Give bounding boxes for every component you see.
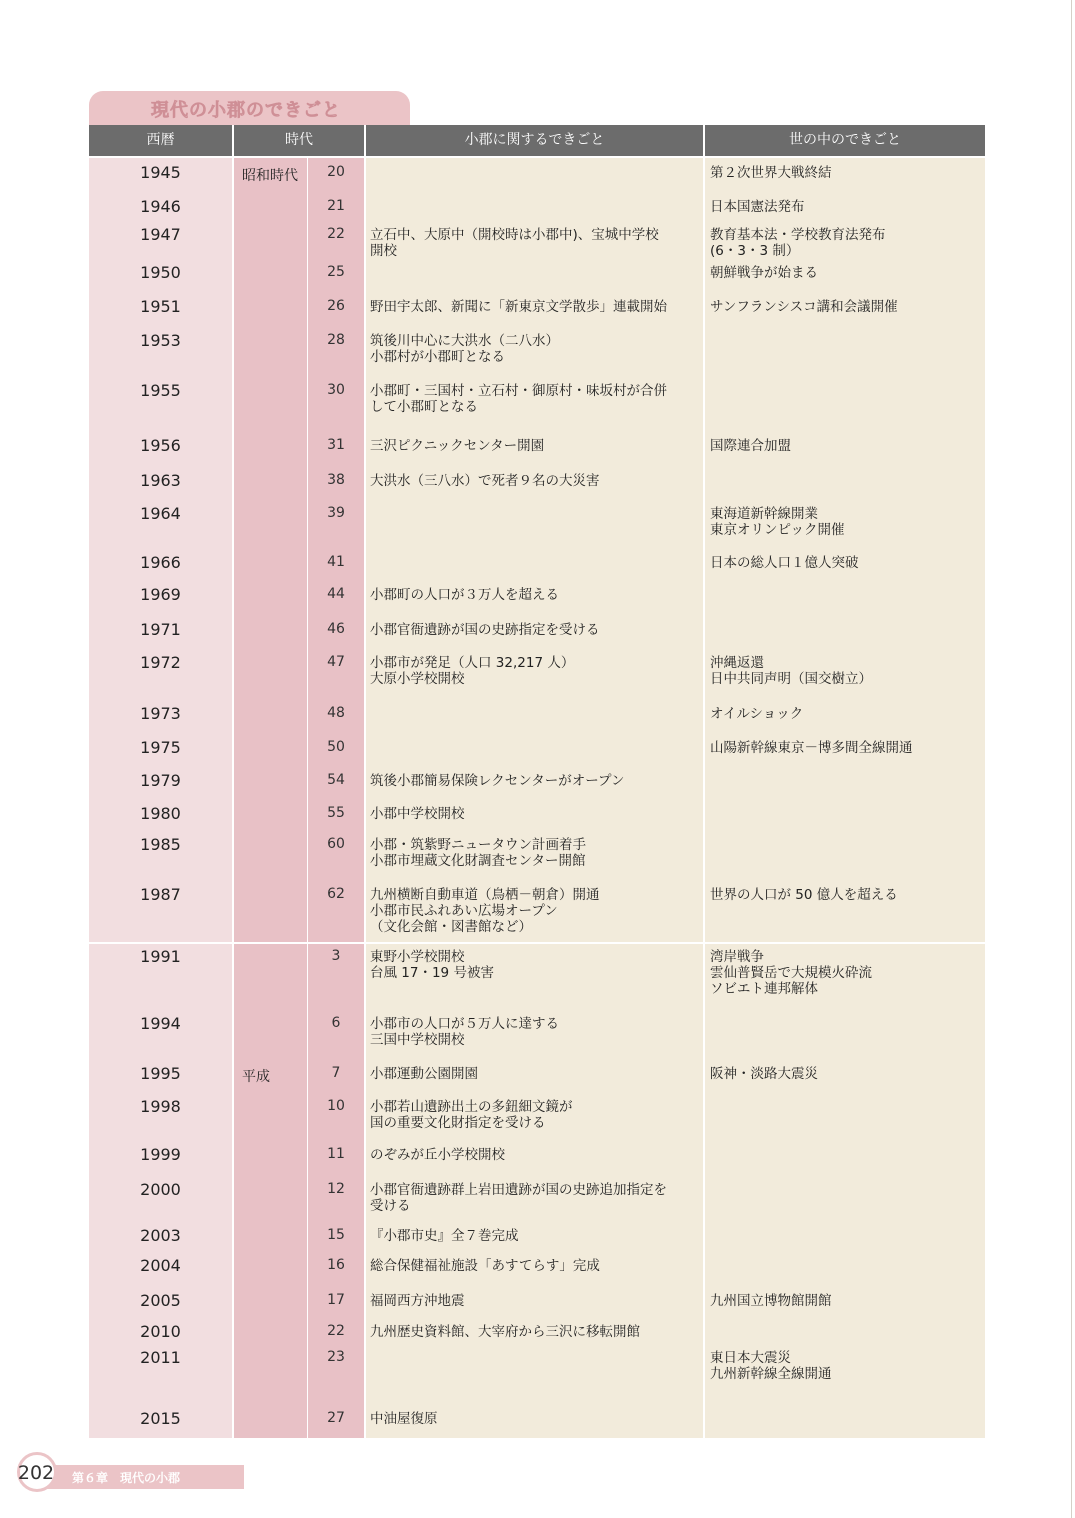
local-event-line: 小郡市が発足（人口 32,217 人） xyxy=(370,655,575,671)
section-title-tab xyxy=(89,91,410,125)
world-event-cell xyxy=(710,199,980,215)
local-event-line: 開校 xyxy=(370,243,397,259)
era-year-cell: 6 xyxy=(331,1015,341,1031)
year-cell: 1956 xyxy=(140,436,181,455)
era-year-column xyxy=(308,158,364,1438)
local-event-line: 小郡町・三国村・立石村・御原村・味坂村が合併 xyxy=(370,383,667,399)
local-event-cell xyxy=(370,1411,700,1427)
world-event-line: 東日本大震災 xyxy=(710,1350,791,1366)
world-event-line: オイルショック xyxy=(710,706,804,722)
local-event-line: 筑後小郡簡易保険レクセンターがオープン xyxy=(370,773,625,789)
local-event-cell xyxy=(370,333,700,365)
year-cell: 2010 xyxy=(140,1322,181,1341)
local-event-cell xyxy=(370,773,700,789)
year-cell: 1951 xyxy=(140,297,181,316)
world-event-cell xyxy=(710,165,980,181)
local-event-line: 総合保健福祉施設「あすてらす」完成 xyxy=(370,1258,600,1274)
local-event-cell xyxy=(370,1099,700,1131)
local-event-cell xyxy=(370,1182,700,1214)
world-event-line: 沖縄返還 xyxy=(710,655,764,671)
local-event-line: 三沢ピクニックセンター開園 xyxy=(370,438,545,454)
era-year-cell: 12 xyxy=(327,1181,345,1197)
local-event-cell xyxy=(370,1293,700,1309)
section-title: 現代の小郡のできごと xyxy=(151,100,341,121)
local-event-line: 大洪水（三八水）で死者９名の大災害 xyxy=(370,473,600,489)
local-event-line: （文化会館・図書館など） xyxy=(370,919,532,935)
world-event-line: 第２次世界大戦終結 xyxy=(710,165,832,181)
world-event-line: ソビエト連邦解体 xyxy=(710,981,818,997)
era-divider xyxy=(89,942,985,944)
year-cell: 1991 xyxy=(140,947,181,966)
local-event-cell xyxy=(370,1258,700,1274)
era-year-cell: 48 xyxy=(327,705,345,721)
header-year: 西暦 xyxy=(89,125,232,156)
page-edge-line xyxy=(1071,0,1072,1518)
year-cell: 1953 xyxy=(140,331,181,350)
local-event-line: 国の重要文化財指定を受ける xyxy=(370,1115,546,1131)
era-year-cell: 41 xyxy=(327,554,345,570)
local-event-cell xyxy=(370,587,700,603)
year-cell: 1945 xyxy=(140,163,181,182)
local-event-line: 小郡市埋蔵文化財調査センター開館 xyxy=(370,853,586,869)
local-event-line: のぞみが丘小学校開校 xyxy=(370,1147,505,1163)
header-world-events: 世の中のできごと xyxy=(705,125,985,156)
world-event-line: 山陽新幹線東京－博多間全線開通 xyxy=(710,740,913,756)
year-cell: 1955 xyxy=(140,381,181,400)
local-event-line: 筑後川中心に大洪水（二八水） xyxy=(370,333,559,349)
world-event-cell xyxy=(710,1350,980,1382)
local-event-line: 小郡市の人口が５万人に達する xyxy=(370,1016,559,1032)
world-events-column xyxy=(705,158,985,1438)
local-event-cell xyxy=(370,227,700,259)
era-year-cell: 50 xyxy=(327,739,345,755)
year-cell: 2005 xyxy=(140,1291,181,1310)
year-cell: 1964 xyxy=(140,504,181,523)
world-event-cell xyxy=(710,227,980,259)
local-event-line: 立石中、大原中（開校時は小郡中)、宝城中学校 xyxy=(370,227,659,243)
year-cell: 1987 xyxy=(140,885,181,904)
local-event-line: 小郡若山遺跡出土の多鈕細文鏡が xyxy=(370,1099,573,1115)
local-event-cell xyxy=(370,949,700,981)
era-year-cell: 20 xyxy=(327,164,345,180)
local-event-line: 中油屋復原 xyxy=(370,1411,438,1427)
era-year-cell: 31 xyxy=(327,437,345,453)
local-event-cell xyxy=(370,1016,700,1048)
world-event-line: 東海道新幹線開業 xyxy=(710,506,818,522)
local-event-line: 小郡市民ふれあい広場オープン xyxy=(370,903,558,919)
local-event-line: 大原小学校開校 xyxy=(370,671,465,687)
local-event-cell xyxy=(370,1324,700,1340)
local-event-line: 九州横断自動車道（鳥栖－朝倉）開通 xyxy=(370,887,600,903)
page-number: 202 xyxy=(17,1462,55,1484)
year-cell: 1979 xyxy=(140,771,181,790)
world-event-line: 日本の総人口１億人突破 xyxy=(710,555,859,571)
year-cell: 1963 xyxy=(140,471,181,490)
timeline-table xyxy=(89,125,985,1438)
local-event-line: 福岡西方沖地震 xyxy=(370,1293,465,1309)
local-event-line: 東野小学校開校 xyxy=(370,949,465,965)
era-year-cell: 25 xyxy=(327,264,345,280)
world-event-cell xyxy=(710,1293,980,1309)
local-event-line: 小郡運動公園開園 xyxy=(370,1066,478,1082)
era-year-cell: 21 xyxy=(327,198,345,214)
year-cell: 2004 xyxy=(140,1256,181,1275)
local-event-line: 受ける xyxy=(370,1198,411,1214)
local-event-line: 九州歴史資料館、大宰府から三沢に移転開館 xyxy=(370,1324,640,1340)
year-cell: 1973 xyxy=(140,704,181,723)
local-event-line: 『小郡市史』全７巻完成 xyxy=(370,1228,519,1244)
world-event-line: 日中共同声明（国交樹立） xyxy=(710,671,872,687)
world-event-cell xyxy=(710,655,980,687)
local-event-cell xyxy=(370,438,700,454)
world-event-line: (6・3・3 制） xyxy=(710,243,800,259)
world-event-line: 阪神・淡路大震災 xyxy=(710,1066,818,1082)
year-cell: 1946 xyxy=(140,197,181,216)
era-year-cell: 47 xyxy=(327,654,345,670)
local-event-line: 小郡・筑紫野ニュータウン計画着手 xyxy=(370,837,586,853)
era-year-cell: 23 xyxy=(327,1349,345,1365)
year-cell: 1995 xyxy=(140,1064,181,1083)
era-year-cell: 28 xyxy=(327,332,345,348)
era-year-cell: 62 xyxy=(327,886,345,902)
world-event-line: 国際連合加盟 xyxy=(710,438,791,454)
local-event-line: 野田宇太郎、新聞に「新東京文学散歩」連載開始 xyxy=(370,299,667,315)
era-column xyxy=(234,158,307,1438)
world-event-line: 雲仙普賢岳で大規模火砕流 xyxy=(710,965,872,981)
year-cell: 1947 xyxy=(140,225,181,244)
local-event-line: 小郡官衙遺跡が国の史跡指定を受ける xyxy=(370,622,600,638)
world-event-line: 東京オリンピック開催 xyxy=(710,522,845,538)
local-event-cell xyxy=(370,383,700,415)
era-year-cell: 7 xyxy=(331,1065,341,1081)
era-year-cell: 44 xyxy=(327,586,345,602)
header-era: 時代 xyxy=(234,125,364,156)
era-year-cell: 39 xyxy=(327,505,345,521)
era-year-cell: 15 xyxy=(327,1227,345,1243)
era-year-cell: 38 xyxy=(327,472,345,488)
era-year-cell: 54 xyxy=(327,772,345,788)
world-event-cell xyxy=(710,1066,980,1082)
local-event-cell xyxy=(370,837,700,869)
era-year-cell: 60 xyxy=(327,836,345,852)
year-column xyxy=(89,158,232,1438)
world-event-line: 湾岸戦争 xyxy=(710,949,764,965)
year-cell: 1999 xyxy=(140,1145,181,1164)
world-event-line: サンフランシスコ講和会議開催 xyxy=(710,299,898,315)
era-year-cell: 17 xyxy=(327,1292,345,1308)
year-cell: 1971 xyxy=(140,620,181,639)
local-event-line: 台風 17・19 号被害 xyxy=(370,965,494,981)
local-event-cell xyxy=(370,622,700,638)
year-cell: 1985 xyxy=(140,835,181,854)
world-event-line: 日本国憲法発布 xyxy=(710,199,805,215)
local-event-line: して小郡町となる xyxy=(370,399,478,415)
local-event-cell xyxy=(370,299,700,315)
year-cell: 1980 xyxy=(140,804,181,823)
era-year-cell: 22 xyxy=(327,1323,345,1339)
era-label: 昭和時代 xyxy=(242,168,298,184)
era-year-cell: 11 xyxy=(327,1146,345,1162)
year-cell: 1966 xyxy=(140,553,181,572)
world-event-cell xyxy=(710,265,980,281)
local-event-cell xyxy=(370,806,700,822)
local-event-cell xyxy=(370,473,700,489)
world-event-cell xyxy=(710,506,980,538)
year-cell: 2015 xyxy=(140,1409,181,1428)
world-event-cell xyxy=(710,740,980,756)
local-event-cell xyxy=(370,1147,700,1163)
era-year-cell: 46 xyxy=(327,621,345,637)
local-event-line: 小郡村が小郡町となる xyxy=(370,349,505,365)
world-event-line: 教育基本法・学校教育法発布 xyxy=(710,227,886,243)
era-year-cell: 3 xyxy=(331,948,341,964)
world-event-cell xyxy=(710,887,980,903)
year-cell: 2011 xyxy=(140,1348,181,1367)
local-event-line: 小郡官衙遺跡群上岩田遺跡が国の史跡追加指定を xyxy=(370,1182,667,1198)
local-event-cell xyxy=(370,1066,700,1082)
year-cell: 2003 xyxy=(140,1226,181,1245)
chapter-label: 第６章 現代の小郡 xyxy=(72,1471,181,1485)
year-cell: 1950 xyxy=(140,263,181,282)
era-year-cell: 27 xyxy=(327,1410,345,1426)
world-event-line: 朝鮮戦争が始まる xyxy=(710,265,818,281)
local-event-line: 小郡町の人口が３万人を超える xyxy=(370,587,559,603)
world-event-cell xyxy=(710,299,980,315)
world-event-line: 九州新幹線全線開通 xyxy=(710,1366,832,1382)
world-event-cell xyxy=(710,949,980,997)
year-cell: 2000 xyxy=(140,1180,181,1199)
local-event-line: 小郡中学校開校 xyxy=(370,806,465,822)
local-event-cell xyxy=(370,887,700,935)
era-year-cell: 10 xyxy=(327,1098,345,1114)
world-event-cell xyxy=(710,706,980,722)
era-year-cell: 55 xyxy=(327,805,345,821)
world-event-cell xyxy=(710,438,980,454)
world-event-line: 世界の人口が 50 億人を超える xyxy=(710,887,898,903)
local-event-cell xyxy=(370,655,700,687)
era-year-cell: 26 xyxy=(327,298,345,314)
year-cell: 1994 xyxy=(140,1014,181,1033)
local-event-line: 三国中学校開校 xyxy=(370,1032,465,1048)
year-cell: 1969 xyxy=(140,585,181,604)
year-cell: 1998 xyxy=(140,1097,181,1116)
local-event-cell xyxy=(370,1228,700,1244)
world-event-cell xyxy=(710,555,980,571)
era-year-cell: 16 xyxy=(327,1257,345,1273)
era-year-cell: 30 xyxy=(327,382,345,398)
era-label: 平成 xyxy=(242,1069,270,1085)
world-event-line: 九州国立博物館開館 xyxy=(710,1293,832,1309)
header-local-events: 小郡に関するできごと xyxy=(366,125,703,156)
year-cell: 1975 xyxy=(140,738,181,757)
year-cell: 1972 xyxy=(140,653,181,672)
era-year-cell: 22 xyxy=(327,226,345,242)
